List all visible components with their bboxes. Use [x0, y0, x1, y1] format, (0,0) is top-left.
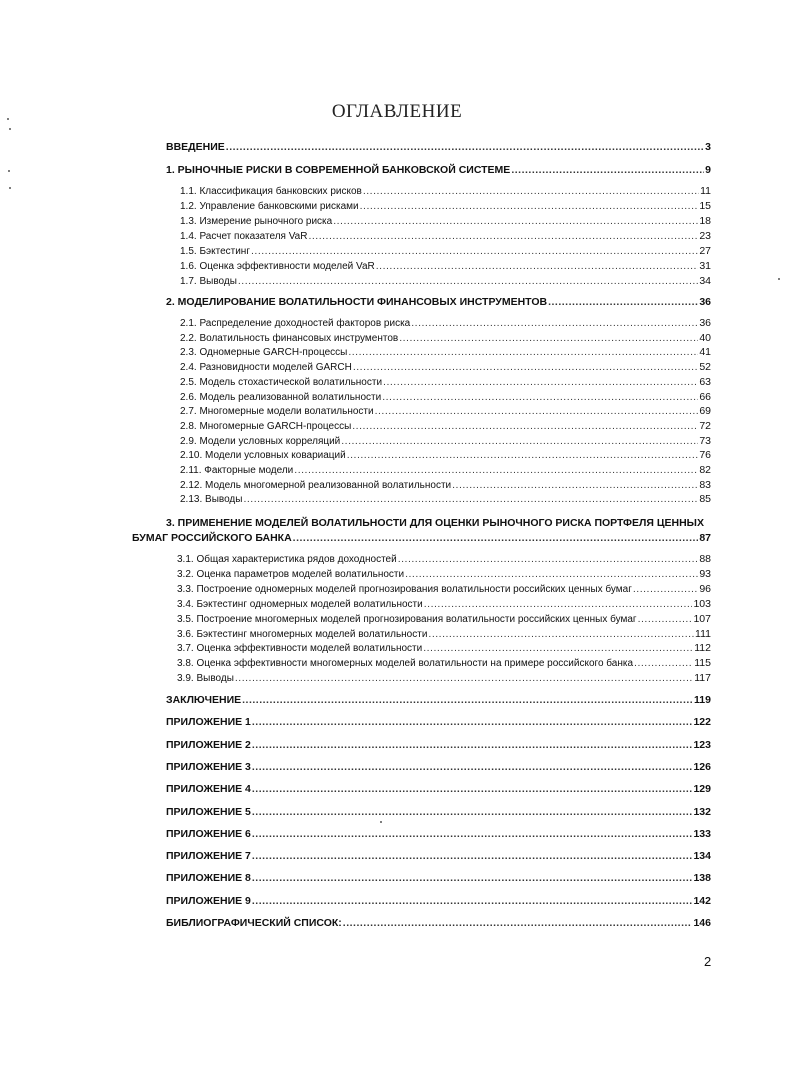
toc-entry-page: 123 [693, 738, 711, 751]
toc-entry-label: ПРИЛОЖЕНИЕ 9 [166, 894, 251, 907]
toc-entry[interactable] [177, 613, 711, 626]
toc-entry-page: 27 [699, 245, 711, 257]
leader-dots [638, 613, 693, 626]
toc-entry[interactable] [177, 672, 711, 685]
leader-dots [252, 828, 693, 841]
toc-entry-page: 103 [693, 597, 711, 610]
leader-dots [252, 716, 693, 729]
toc-entry[interactable] [166, 739, 711, 752]
toc-entry-page: 82 [699, 464, 711, 476]
leader-dots [399, 332, 698, 345]
toc-entry-label: 1.2. Управление банковскими рисками [180, 201, 359, 212]
leader-dots [252, 872, 693, 885]
toc-entry[interactable] [166, 761, 711, 774]
toc-entry-page: 132 [693, 805, 711, 818]
leader-dots [252, 761, 693, 774]
toc-entry[interactable] [166, 716, 711, 729]
toc-entry[interactable] [180, 435, 711, 448]
toc-chapter-label: 1. РЫНОЧНЫЕ РИСКИ В СОВРЕМЕННОЙ БАНКОВСКОЙ СИСТЕМЕ [166, 164, 511, 176]
leader-dots [226, 141, 704, 154]
toc-entry-label: ПРИЛОЖЕНИЕ 1 [166, 716, 251, 729]
toc-entry-label: 2.12. Модель многомерной реализованной волатильности [180, 479, 452, 491]
toc-chapter-3[interactable] [132, 532, 711, 545]
toc-entry[interactable] [180, 200, 711, 213]
toc-chapter-label: БУМАГ РОССИЙСКОГО БАНКА [132, 532, 292, 544]
leader-dots [398, 553, 699, 566]
toc-entry-page: 31 [699, 260, 711, 272]
leader-dots [375, 405, 699, 418]
toc-entry-label: 1.6. Оценка эффективности моделей VaR [180, 261, 375, 272]
leader-dots [511, 164, 704, 177]
toc-entry[interactable] [180, 346, 711, 359]
toc-entry-label: 2.7. Многомерные модели волатильности [180, 406, 374, 418]
leader-dots [238, 275, 698, 288]
toc-entry-label: ПРИЛОЖЕНИЕ 4 [166, 783, 251, 796]
toc-entry-page: 11 [700, 185, 711, 197]
toc-entry-page: 73 [699, 434, 711, 447]
leader-dots [548, 296, 698, 309]
toc-entry-label: ПРИЛОЖЕНИЕ 3 [166, 760, 251, 773]
toc-entry-label: ПРИЛОЖЕНИЕ 5 [166, 805, 251, 818]
toc-entry-label: ПРИЛОЖЕНИЕ 6 [166, 827, 251, 840]
toc-entry[interactable] [166, 806, 711, 819]
toc-entry-page: 142 [693, 894, 711, 907]
toc-entry-page: 41 [699, 346, 711, 359]
toc-chapter-2[interactable] [166, 296, 711, 309]
toc-entry-page: 40 [699, 331, 711, 344]
leader-dots [343, 917, 693, 930]
leader-dots [308, 230, 698, 243]
toc-entry-label: 2.8. Многомерные GARCH-процессы [180, 420, 352, 432]
toc-entry-page: 134 [693, 850, 711, 863]
toc-entry[interactable] [177, 657, 711, 670]
toc-entry-label: 3.1. Общая характеристика рядов доходностей [177, 554, 397, 565]
toc-entry[interactable] [180, 215, 711, 228]
leader-dots [252, 806, 693, 819]
toc-entry-page: 122 [693, 716, 711, 729]
toc-entry-page: 85 [699, 493, 711, 506]
toc-entry-page: 15 [699, 200, 711, 212]
toc-entry[interactable] [166, 694, 711, 707]
toc-entry-page: 63 [699, 375, 711, 388]
toc-entry-page: 93 [699, 567, 711, 580]
leader-dots [235, 672, 693, 685]
toc-entry-page: 115 [694, 657, 711, 670]
leader-dots [353, 361, 698, 374]
leader-dots [376, 260, 699, 273]
toc-entry[interactable] [177, 628, 711, 641]
toc-entry-page: 117 [694, 672, 711, 685]
toc-entry[interactable] [177, 568, 711, 581]
toc-entry-label: ПРИЛОЖЕНИЕ 2 [166, 738, 251, 751]
toc-entry[interactable] [180, 245, 711, 258]
toc-entry-page: 146 [693, 917, 711, 929]
toc-chapter-3-line1[interactable]: 3. ПРИМЕНЕНИЕ МОДЕЛЕЙ ВОЛАТИЛЬНОСТИ ДЛЯ ОЦЕНКИ РЫНОЧНОГО РИСКА ПОРТФЕЛЯ ЦЕННЫХ [166, 517, 704, 529]
toc-entry-page: 126 [693, 760, 711, 773]
toc-entry-label: 3.2. Оценка параметров моделей волатильности [177, 568, 405, 580]
toc-entry-page: 88 [699, 553, 711, 565]
scan-speck [778, 278, 780, 280]
toc-entry[interactable] [180, 230, 711, 243]
scan-speck [8, 170, 10, 172]
leader-dots [363, 185, 699, 198]
toc-entry-label: 3.3. Построение одномерных моделей прогнозирования волатильности российских ценных бумаг [177, 583, 632, 595]
leader-dots [405, 568, 698, 581]
toc-entry-page: 76 [699, 449, 711, 462]
toc-entry-label: 3.6. Бэктестинг многомерных моделей волатильности [177, 628, 428, 640]
toc-entry-page: 96 [699, 582, 711, 595]
toc-entry-page: 119 [694, 694, 711, 706]
toc-entry-page: 133 [693, 827, 711, 840]
scan-speck [9, 187, 11, 189]
toc-chapter-label: 2. МОДЕЛИРОВАНИЕ ВОЛАТИЛЬНОСТИ ФИНАНСОВЫХ ИНСТРУМЕНТОВ [166, 296, 548, 308]
toc-chapter-page: 87 [699, 532, 711, 544]
toc-entry-page: 112 [694, 642, 711, 655]
leader-dots [341, 435, 698, 448]
toc-entry[interactable] [180, 376, 711, 389]
toc-entry[interactable] [180, 405, 711, 418]
toc-entry[interactable] [180, 479, 711, 492]
leader-dots [634, 657, 693, 670]
leader-dots [251, 245, 698, 258]
toc-entry[interactable] [180, 332, 711, 345]
toc-entry-label: БИБЛИОГРАФИЧЕСКИЙ СПИСОК: [166, 917, 342, 929]
toc-entry-label: 1.1. Классификация банковских рисков [180, 186, 362, 197]
toc-entry-label: 3.7. Оценка эффективности моделей волатильности [177, 643, 423, 655]
toc-entry-label: 2.13. Выводы [180, 494, 243, 506]
toc-entry-label: 1.5. Бэктестинг [180, 246, 250, 257]
toc-entry-label: 3.8. Оценка эффективности многомерных моделей волатильности на примере российского банка [177, 658, 634, 670]
toc-entry[interactable] [180, 361, 711, 374]
toc-entry[interactable] [180, 185, 711, 198]
toc-entry[interactable] [180, 391, 711, 404]
toc-entry[interactable] [180, 449, 711, 462]
toc-entry-label: ВВЕДЕНИЕ [166, 141, 225, 153]
leader-dots [360, 200, 699, 213]
toc-entry-label: 2.11. Факторные модели [180, 465, 294, 476]
leader-dots [252, 783, 693, 796]
leader-dots [352, 420, 698, 433]
toc-entry-label: 2.6. Модель реализованной волатильности [180, 391, 382, 403]
leader-dots [452, 479, 698, 492]
toc-entry[interactable] [177, 553, 711, 566]
toc-entry[interactable] [166, 872, 711, 885]
toc-entry-page: 129 [693, 783, 711, 796]
toc-entry-label: ПРИЛОЖЕНИЕ 7 [166, 850, 251, 863]
toc-entry-page: 138 [693, 872, 711, 885]
toc-entry-page: 3 [705, 141, 711, 153]
toc-entry-label: 2.4. Разновидности моделей GARCH [180, 362, 352, 374]
toc-entry[interactable] [166, 828, 711, 841]
toc-entry-page: 18 [699, 215, 711, 227]
toc-entry-label: ПРИЛОЖЕНИЕ 8 [166, 872, 251, 885]
leader-dots [333, 215, 698, 228]
toc-entry[interactable] [180, 317, 711, 330]
toc-entry[interactable] [180, 275, 711, 288]
toc-entry[interactable] [166, 917, 711, 930]
toc-entry-label: 3.4. Бэктестинг одномерных моделей волатильности [177, 598, 423, 610]
toc-entry[interactable] [177, 642, 711, 655]
toc-entry[interactable] [180, 420, 711, 433]
toc-entry[interactable] [177, 583, 711, 596]
toc-entry-page: 72 [699, 419, 711, 432]
page-title: ОГЛАВЛЕНИЕ [331, 101, 463, 122]
leader-dots [252, 739, 693, 752]
toc-entry[interactable] [180, 493, 711, 506]
leader-dots [242, 694, 693, 707]
toc-entry[interactable] [177, 598, 711, 611]
leader-dots [294, 464, 698, 477]
leader-dots [252, 895, 693, 908]
leader-dots [411, 317, 698, 330]
leader-dots [347, 449, 699, 462]
leader-dots [252, 850, 693, 863]
toc-chapter-page: 36 [699, 296, 711, 308]
toc-entry-label: 1.7. Выводы [180, 276, 237, 287]
toc-entry[interactable] [166, 850, 711, 863]
toc-entry-page: 66 [699, 390, 711, 403]
toc-entry-intro[interactable] [166, 141, 711, 154]
toc-entry-page: 36 [699, 317, 711, 329]
scan-speck [380, 821, 382, 823]
leader-dots [383, 376, 698, 389]
toc-chapter-1[interactable] [166, 164, 711, 177]
toc-entry[interactable] [180, 260, 711, 273]
leader-dots [428, 628, 694, 641]
leader-dots [633, 583, 698, 596]
leader-dots [293, 532, 699, 545]
toc-entry-page: 23 [699, 230, 711, 242]
toc-entry[interactable] [180, 464, 711, 477]
toc-entry-label: 2.5. Модель стохастической волатильности [180, 376, 383, 388]
toc-entry-label: 1.3. Измерение рыночного риска [180, 216, 333, 227]
page-number: 2 [704, 954, 712, 969]
scan-speck [9, 128, 11, 130]
toc-entry-label: 2.2. Волатильность финансовых инструментов [180, 332, 399, 344]
toc-entry-label: 2.9. Модели условных корреляций [180, 435, 341, 447]
toc-entry-label: 2.1. Распределение доходностей факторов риска [180, 318, 411, 329]
toc-entry[interactable] [166, 783, 711, 796]
toc-entry-page: 111 [695, 627, 711, 640]
toc-entry-page: 69 [699, 405, 711, 418]
leader-dots [423, 642, 693, 655]
toc-entry-label: ЗАКЛЮЧЕНИЕ [166, 694, 242, 706]
toc-entry-page: 52 [699, 361, 711, 374]
leader-dots [243, 493, 698, 506]
toc-entry-label: 2.3. Одномерные GARCH-процессы [180, 347, 348, 359]
toc-entry-page: 83 [699, 478, 711, 491]
toc-entry[interactable] [166, 895, 711, 908]
toc-entry-page: 107 [693, 612, 711, 625]
toc-chapter-page: 9 [705, 164, 711, 176]
toc-entry-label: 1.4. Расчет показателя VaR [180, 231, 308, 242]
toc-entry-page: 34 [699, 275, 711, 287]
scan-speck [7, 118, 9, 120]
leader-dots [348, 346, 698, 359]
toc-entry-label: 3.5. Построение многомерных моделей прогнозирования волатильности российских ценных бумаг [177, 613, 637, 625]
toc-entry-label: 3.9. Выводы [177, 673, 234, 685]
leader-dots [424, 598, 693, 611]
toc-entry-label: 2.10. Модели условных ковариаций [180, 450, 346, 462]
leader-dots [382, 391, 698, 404]
